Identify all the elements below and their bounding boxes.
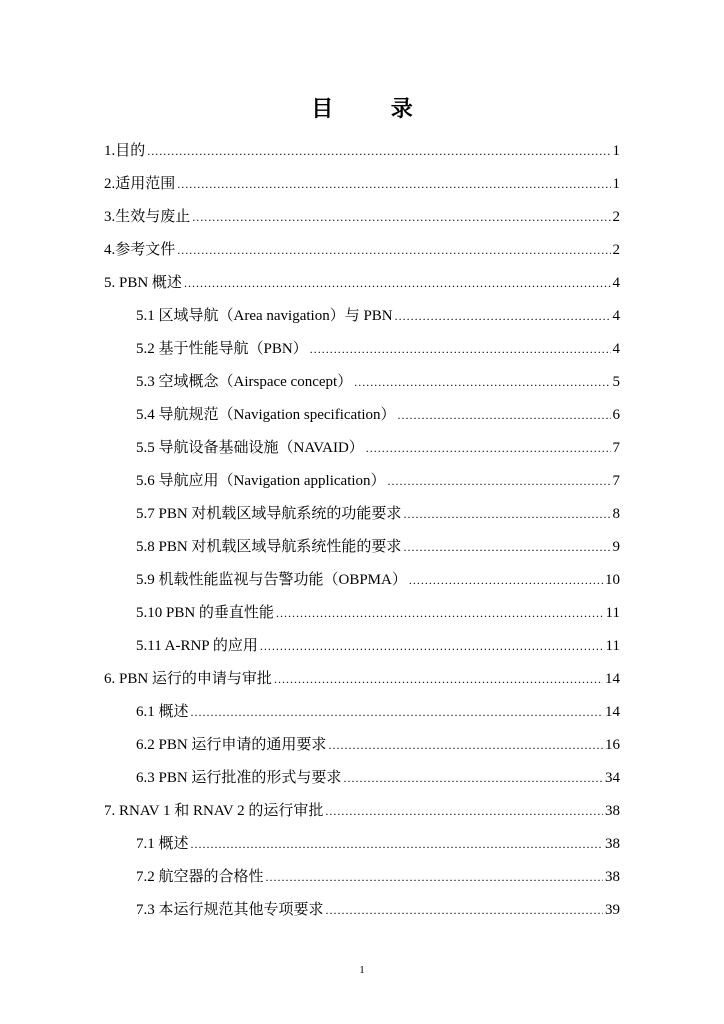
- toc-entry-page: 10: [605, 572, 620, 588]
- toc-entry-label: 5.1 区域导航（Area navigation）与 PBN: [136, 308, 393, 324]
- toc-entry-page: 7: [612, 440, 620, 456]
- toc-entry-label: 5.3 空域概念（Airspace concept）: [136, 374, 353, 390]
- toc-entry[interactable]: [136, 602, 620, 624]
- toc-entry-label: 5.10 PBN 的垂直性能: [136, 605, 274, 621]
- dot-leader: [147, 140, 610, 162]
- toc-entry-page: 2: [612, 209, 620, 225]
- toc-entry-label: 6. PBN 运行的申请与审批: [104, 671, 272, 687]
- dot-leader: [192, 206, 610, 228]
- dot-leader: [328, 734, 603, 756]
- toc-entry-label: 5.9 机载性能监视与告警功能（OBPMA）: [136, 572, 407, 588]
- toc-entry[interactable]: [104, 668, 620, 690]
- toc-entry-label: 3.生效与废止: [104, 209, 191, 225]
- toc-entry-label: 5.2 基于性能导航（PBN）: [136, 341, 308, 357]
- page-number: 1: [359, 964, 365, 976]
- toc-entry[interactable]: [136, 635, 620, 657]
- toc-entry-page: 7: [612, 473, 620, 489]
- toc-entry-page: 5: [612, 374, 620, 390]
- dot-leader: [326, 899, 603, 921]
- toc-entry[interactable]: [104, 239, 620, 261]
- toc-entry-label: 5.6 导航应用（Navigation application）: [136, 473, 386, 489]
- toc-entry[interactable]: [136, 536, 620, 558]
- toc-entry-label: 7.1 概述: [136, 836, 189, 852]
- dot-leader: [403, 503, 610, 525]
- toc-entry[interactable]: [136, 437, 620, 459]
- toc-entry-label: 5.5 导航设备基础设施（NAVAID）: [136, 440, 364, 456]
- dot-leader: [276, 602, 604, 624]
- toc-entry-page: 14: [605, 704, 620, 720]
- toc-entry[interactable]: [136, 899, 620, 921]
- dot-leader: [177, 173, 610, 195]
- toc-entry-page: 14: [605, 671, 620, 687]
- dot-leader: [403, 536, 610, 558]
- toc-entry-label: 7.2 航空器的合格性: [136, 869, 264, 885]
- toc-entry-page: 11: [605, 605, 620, 621]
- toc-entry-page: 38: [605, 869, 620, 885]
- toc-entry[interactable]: [104, 272, 620, 294]
- toc-entry[interactable]: [136, 701, 620, 723]
- dot-leader: [191, 701, 603, 723]
- toc-entry-page: 16: [605, 737, 620, 753]
- toc-entry[interactable]: [136, 503, 620, 525]
- toc-entry[interactable]: [136, 833, 620, 855]
- toc-entry[interactable]: [136, 734, 620, 756]
- toc-entry-label: 7. RNAV 1 和 RNAV 2 的运行审批: [104, 803, 324, 819]
- toc-entry[interactable]: [136, 767, 620, 789]
- toc-entry-page: 11: [605, 638, 620, 654]
- dot-leader: [409, 569, 603, 591]
- toc-entry-page: 6: [612, 407, 620, 423]
- dot-leader: [310, 338, 611, 360]
- toc-entry-label: 5. PBN 概述: [104, 275, 182, 291]
- toc-entry-label: 1.目的: [104, 143, 146, 159]
- toc-entry[interactable]: [136, 866, 620, 888]
- dot-leader: [266, 866, 603, 888]
- dot-leader: [398, 404, 611, 426]
- toc-entry[interactable]: [136, 305, 620, 327]
- toc-entry-page: 8: [612, 506, 620, 522]
- toc-entry-page: 38: [605, 836, 620, 852]
- dot-leader: [325, 800, 603, 822]
- toc-entry-label: 4.参考文件: [104, 242, 176, 258]
- toc-entry-label: 5.11 A-RNP 的应用: [136, 638, 258, 654]
- dot-leader: [388, 470, 611, 492]
- toc-entry-page: 39: [605, 902, 620, 918]
- toc-entry-label: 6.2 PBN 运行申请的通用要求: [136, 737, 327, 753]
- toc-entry[interactable]: [136, 404, 620, 426]
- toc-entry-label: 6.3 PBN 运行批准的形式与要求: [136, 770, 342, 786]
- toc-entry-label: 7.3 本运行规范其他专项要求: [136, 902, 324, 918]
- dot-leader: [366, 437, 611, 459]
- toc-entry-page: 1: [612, 143, 620, 159]
- toc-entry-label: 2.适用范围: [104, 176, 176, 192]
- toc-entry-page: 2: [612, 242, 620, 258]
- dot-leader: [274, 668, 603, 690]
- toc-entry-page: 34: [605, 770, 620, 786]
- toc-entry-page: 1: [612, 176, 620, 192]
- dot-leader: [184, 272, 611, 294]
- toc-entry-label: 6.1 概述: [136, 704, 189, 720]
- toc-entry[interactable]: [136, 470, 620, 492]
- dot-leader: [260, 635, 604, 657]
- toc-entry-page: 4: [612, 275, 620, 291]
- toc-entry[interactable]: [104, 800, 620, 822]
- toc-entry-label: 5.4 导航规范（Navigation specification）: [136, 407, 396, 423]
- toc-entry-label: 5.8 PBN 对机载区域导航系统性能的要求: [136, 539, 402, 555]
- toc-entry[interactable]: [104, 206, 620, 228]
- toc-entry-page: 4: [612, 308, 620, 324]
- dot-leader: [343, 767, 603, 789]
- toc-entry[interactable]: [136, 371, 620, 393]
- toc-entry[interactable]: [136, 569, 620, 591]
- toc-entry-page: 9: [612, 539, 620, 555]
- toc-entry[interactable]: [136, 338, 620, 360]
- toc-entry-page: 38: [605, 803, 620, 819]
- dot-leader: [354, 371, 610, 393]
- dot-leader: [177, 239, 610, 261]
- toc-entry[interactable]: [104, 140, 620, 162]
- toc-entry-page: 4: [612, 341, 620, 357]
- dot-leader: [395, 305, 611, 327]
- toc-entry[interactable]: [104, 173, 620, 195]
- dot-leader: [191, 833, 603, 855]
- toc-entry-label: 5.7 PBN 对机载区域导航系统的功能要求: [136, 506, 402, 522]
- page-title: 目 录: [311, 96, 439, 121]
